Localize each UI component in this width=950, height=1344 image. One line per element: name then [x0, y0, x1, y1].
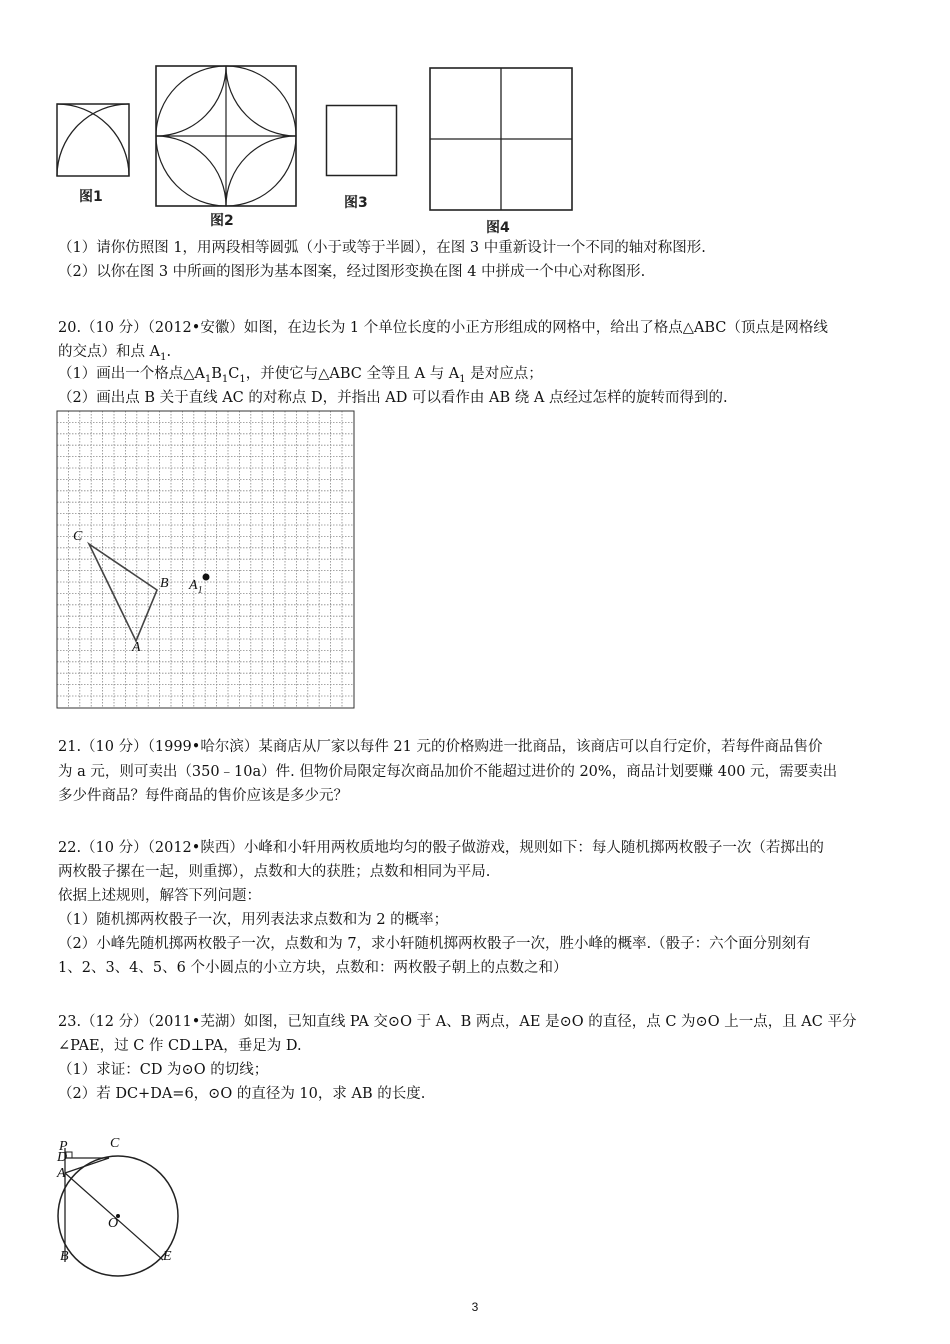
q21-line3: 多少件商品？每件商品的售价应该是多少元？: [58, 788, 348, 804]
q21-line2: 为 a 元，则可卖出（350﹣10a）件. 但物价局限定每次商品加价不能超过进价的 20%，商品计划要赚 400 元，需要卖出: [58, 764, 838, 780]
q23-label-o: O: [108, 1216, 119, 1231]
q22-line2: 两枚骰子摞在一起，则重掷），点数和大的获胜；点数和相同为平局.: [58, 864, 491, 880]
q23-label-a: A: [57, 1166, 66, 1181]
q20-line2: 的交点）和点 $A_1$.: [58, 344, 172, 363]
q23-line2: ∠PAE，过 C 作 CD⊥PA，垂足为 D.: [58, 1038, 302, 1054]
q22-part2-cont: 1、2、3、4、5、6 个小圆点的小立方块，点数和：两枚骰子朝上的点数之和）: [58, 960, 568, 976]
q19-figure-1: [56, 102, 132, 178]
q19-fig4-caption: 图4: [486, 220, 510, 236]
triangle-abc: [89, 544, 157, 641]
q23-part2: （2）若 DC+DA=6，⊙O 的直径为 10，求 AB 的长度.: [58, 1086, 426, 1102]
q23-label-c: C: [110, 1136, 120, 1151]
q23-label-b: B: [60, 1249, 69, 1264]
q20-grid-figure: [56, 410, 356, 710]
q23-part1: （1）求证：CD 为⊙O 的切线；: [58, 1062, 269, 1078]
q19-figure-3: [325, 104, 399, 178]
q23-label-e: E: [163, 1249, 172, 1264]
q22-line3: 依据上述规则，解答下列问题：: [58, 888, 261, 904]
q19-part2: （2）以你在图 3 中所画的图形为基本图案，经过图形变换在图 4 中拼成一个中心对称图形.: [58, 264, 646, 280]
q21-line1: 21.（10 分）（1999•哈尔滨）某商店从厂家以每件 21 元的价格购进一批商品，该商店可以自行定价，若每件商品售价: [58, 739, 823, 755]
q19-fig2-caption: 图2: [210, 213, 234, 229]
q19-fig1-caption: 图1: [79, 189, 103, 205]
q19-part1: （1）请你仿照图 1，用两段相等圆弧（小于或等于半圆），在图 3 中重新设计一个不同的轴对称图形.: [58, 240, 706, 256]
q22-line1: 22.（10 分）（2012•陕西）小峰和小轩用两枚质地均匀的骰子做游戏，规则如下：每人随机掷两枚骰子一次（若掷出的: [58, 840, 824, 856]
q20-label-c: C: [73, 529, 83, 544]
q19-figure-2: [154, 64, 298, 208]
q23-label-d: D: [57, 1150, 68, 1165]
q20-part1: （1）画出一个格点$\triangle A_1B_1C_1$，并使它与△ABC 全等且 A 与 $A_1$ 是对应点；: [58, 366, 543, 385]
q22-part1: （1）随机掷两枚骰子一次，用列表法求点数和为 2 的概率；: [58, 912, 449, 928]
q23-label-p: P: [59, 1139, 68, 1154]
q20-part2: （2）画出点 B 关于直线 AC 的对称点 D，并指出 AD 可以看作由 AB 绕 A 点经过怎样的旋转而得到的.: [58, 390, 728, 406]
point-a1: [203, 574, 210, 581]
q19-figure-4: [428, 66, 575, 213]
page-number: 3: [471, 1300, 479, 1314]
q20-label-b: B: [160, 576, 169, 591]
q20-label-a: A: [132, 640, 141, 655]
q23-line1: 23.（12 分）（2011•芜湖）如图，已知直线 PA 交⊙O 于 A、B 两点，AE 是⊙O 的直径，点 C 为⊙O 上一点，且 AC 平分: [58, 1014, 857, 1030]
q20-line1: 20.（10 分）（2012•安徽）如图，在边长为 1 个单位长度的小正方形组成的网格中，给出了格点△ABC（顶点是网格线: [58, 320, 828, 336]
q19-fig3-caption: 图3: [344, 195, 368, 211]
q22-part2: （2）小峰先随机掷两枚骰子一次，点数和为 7，求小轩随机掷两枚骰子一次，胜小峰的概率.（骰子：六个面分别刻有: [58, 936, 811, 952]
q20-label-a1: $A_1$: [189, 578, 203, 596]
